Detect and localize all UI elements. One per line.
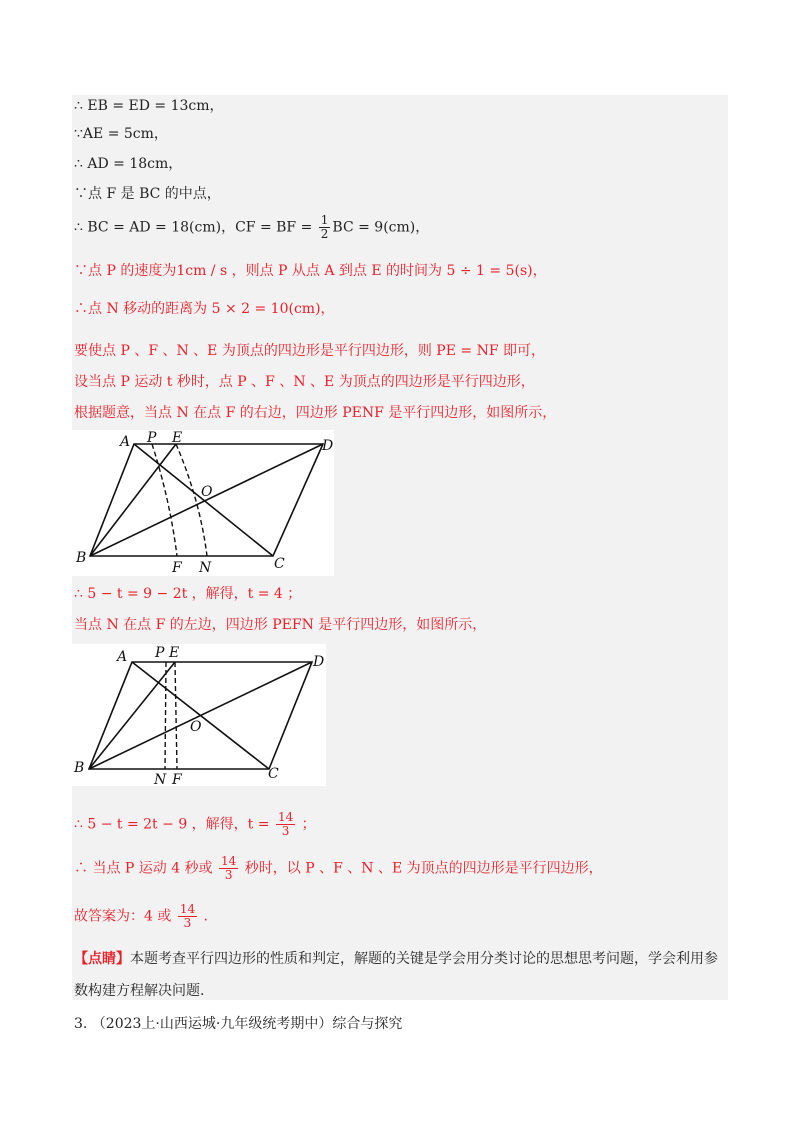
label-D: D xyxy=(313,654,325,670)
comment-tag: 【点睛】 xyxy=(74,951,130,967)
line-2: ∵AE = 5cm， xyxy=(74,126,168,142)
fraction: $\frac{14}{3}$ xyxy=(221,854,237,882)
label-C: C xyxy=(274,556,285,572)
line-17: 数构建方程解决问题. xyxy=(74,983,205,999)
figure-1 xyxy=(72,430,334,576)
label-F: F xyxy=(172,560,182,576)
line-11: ∴ 5 − t = 9 − 2t ，解得，t = 4 ； xyxy=(74,586,302,602)
figure-2 xyxy=(72,644,326,786)
line-13: ∴ 5 − t = 2t − 9 ，解得，t = $\frac{14}{3}$ ； xyxy=(74,810,316,838)
label-E: E xyxy=(169,645,180,661)
fraction: $\frac{14}{3}$ xyxy=(277,810,294,838)
label-B: B xyxy=(76,550,87,566)
label-E: E xyxy=(172,430,183,446)
question-3-heading: 3. （2023上·山西运城·九年级统考期中）综合与探究 xyxy=(74,1016,403,1032)
fraction: $\frac{1}{2}$ xyxy=(320,213,329,241)
line-9: 设当点 P 运动 t 秒时，点 P 、F 、N 、E 为顶点的四边形是平行四边形， xyxy=(74,374,535,390)
line-1: ∴ EB = ED = 13cm， xyxy=(74,98,224,114)
line-14: ∴ 当点 P 运动 4 秒或 $\frac{14}{3}$ 秒时，以 P 、F 、N 、E 为顶点的四边形是平行四边形， xyxy=(74,854,603,882)
line-4: ∵点 F 是 BC 的中点， xyxy=(74,186,221,202)
label-P: P xyxy=(147,430,157,446)
line-5: ∴ BC = AD = 18(cm)，CF = BF = $\frac{1}{2}$ BC = 9(cm)， xyxy=(74,213,430,241)
label-D: D xyxy=(322,438,334,454)
line-6: ∵点 P 的速度为1cm / s ，则点 P 从点 A 到点 E 的时间为 5 ÷ 1 = 5(s)， xyxy=(74,263,547,279)
label-N: N xyxy=(154,772,167,786)
label-P: P xyxy=(155,645,165,661)
label-O: O xyxy=(201,484,213,500)
line-16: 【点睛】本题考查平行四边形的性质和判定，解题的关键是学会用分类讨论的思想思考问题，学会利用参 xyxy=(74,951,718,967)
line-12: 当点 N 在点 F 的左边，四边形 PEFN 是平行四边形，如图所示， xyxy=(74,617,487,633)
label-A: A xyxy=(117,649,128,665)
line-15: 故答案为：4 或 $\frac{14}{3}$ . xyxy=(74,902,208,930)
line-3: ∴ AD = 18cm， xyxy=(74,156,183,172)
label-C: C xyxy=(268,766,279,782)
line-10: 根据题意，当点 N 在点 F 的右边，四边形 PENF 是平行四边形，如图所示， xyxy=(74,405,557,421)
label-N: N xyxy=(199,560,212,576)
label-O: O xyxy=(190,719,202,735)
fraction: $\frac{14}{3}$ xyxy=(179,902,196,930)
label-A: A xyxy=(120,434,131,450)
line-7: ∴点 N 移动的距离为 5 × 2 = 10(cm)， xyxy=(74,301,335,317)
label-B: B xyxy=(74,760,85,776)
label-F: F xyxy=(172,772,182,786)
line-8: 要使点 P 、F 、N 、E 为顶点的四边形是平行四边形，则 PE = NF 即可， xyxy=(74,343,545,359)
